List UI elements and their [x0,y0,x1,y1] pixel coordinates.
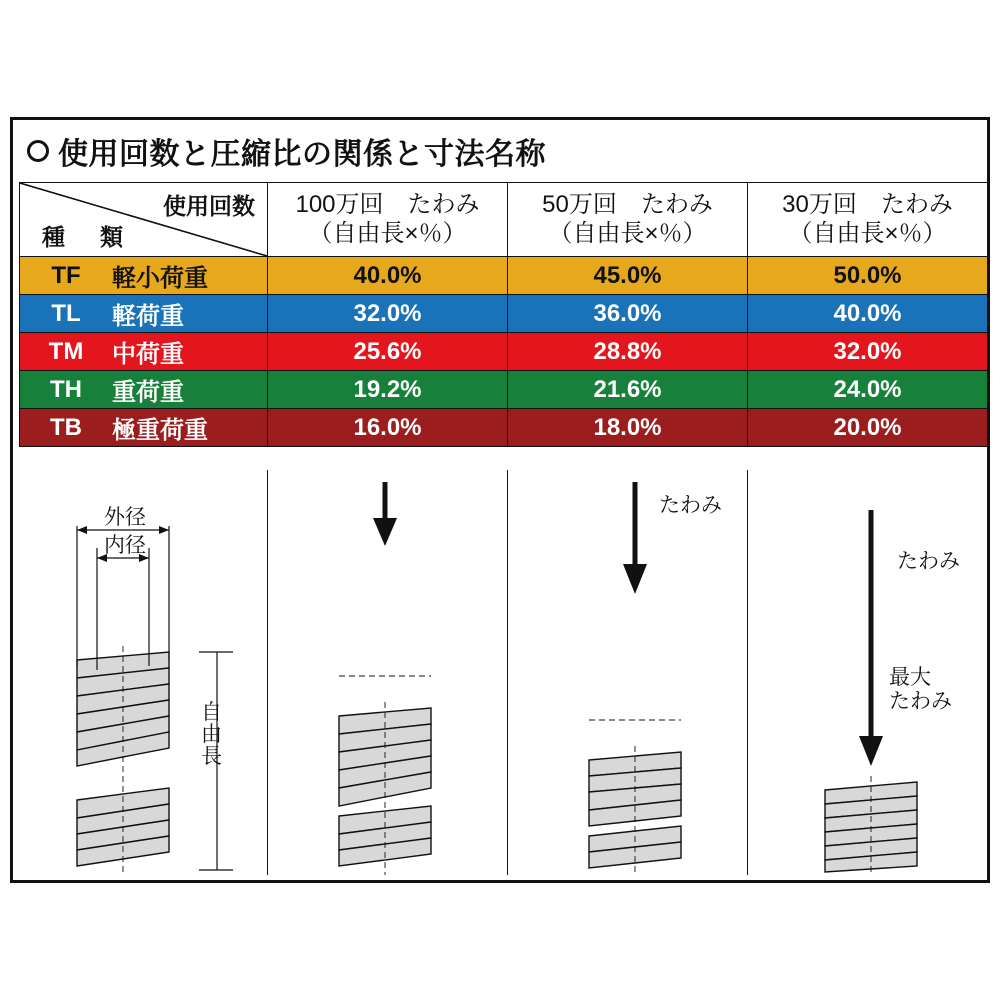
cell-tf-1m: 40.0% [268,257,508,295]
cell-tb-1m: 16.0% [268,409,508,447]
cell-th-300k: 24.0% [748,371,988,409]
row-type-tb [20,409,268,447]
row-code-tm: TM [48,337,84,365]
cell-tl-500k: 36.0% [508,295,748,333]
cell-th-500k: 21.6% [508,371,748,409]
table-header-row [20,183,988,257]
column-header-1m [268,183,508,257]
compression-ratio-table [19,182,988,447]
cell-tf-500k: 45.0% [508,257,748,295]
spring-deflection-500k-diagram [507,470,747,875]
row-type-tf [20,257,268,295]
row-name-tm: 中荷重 [112,341,184,368]
row-code-tb: TB [50,413,82,441]
row-name-th: 重荷重 [112,379,184,406]
row-code-th: TH [50,375,82,403]
column-header-300k [748,183,988,257]
row-type-tl [20,295,268,333]
column-header-500k [508,183,748,257]
label-max-deflection: 最大 たわみ [889,666,952,713]
page-title: 使用回数と圧縮比の関係と寸法名称 [58,138,546,171]
cell-tm-500k: 28.8% [508,333,748,371]
row-type-tm [20,333,268,371]
info-card [10,117,990,883]
row-type-th [20,371,268,409]
table-row [20,333,988,371]
cell-tb-300k: 20.0% [748,409,988,447]
table-row [20,409,988,447]
label-deflection-1m: たわみ [659,494,722,517]
label-deflection-500k: たわみ [897,550,960,573]
row-name-tf: 軽小荷重 [112,265,208,292]
spring-deflection-1m-diagram [267,470,507,875]
column-header-300k-line1: 30万回 たわみ [782,191,953,219]
circle-marker-icon [27,140,49,162]
cell-th-1m: 19.2% [268,371,508,409]
column-header-1m-line1: 100万回 たわみ [295,191,480,219]
cell-tl-300k: 40.0% [748,295,988,333]
row-name-tl: 軽荷重 [112,303,184,330]
cell-tf-300k: 50.0% [748,257,988,295]
corner-use-label: 使用回数 [163,193,255,219]
column-header-500k-line2: （自由長×％） [548,219,707,247]
column-header-300k-line2: （自由長×％） [788,219,947,247]
label-outer-diameter: 外径 [104,506,146,529]
cell-tm-300k: 32.0% [748,333,988,371]
table-corner-cell [20,183,268,257]
row-code-tl: TL [51,299,81,327]
card-title [13,120,987,182]
cell-tm-1m: 25.6% [268,333,508,371]
spring-free-length-diagram [19,470,267,875]
cell-tl-1m: 32.0% [268,295,508,333]
column-header-500k-line1: 50万回 たわみ [542,191,713,219]
table-row [20,295,988,333]
diagram-section [19,470,987,880]
corner-type-label: 種 類 [42,224,129,250]
table-row [20,371,988,409]
table-row [20,257,988,295]
column-header-1m-line2: （自由長×％） [308,219,467,247]
cell-tb-500k: 18.0% [508,409,748,447]
row-code-tf: TF [51,261,81,289]
label-free-length: 自 由 長 [201,701,222,769]
label-inner-diameter: 内径 [104,534,146,557]
row-name-tb: 極重荷重 [112,417,208,444]
